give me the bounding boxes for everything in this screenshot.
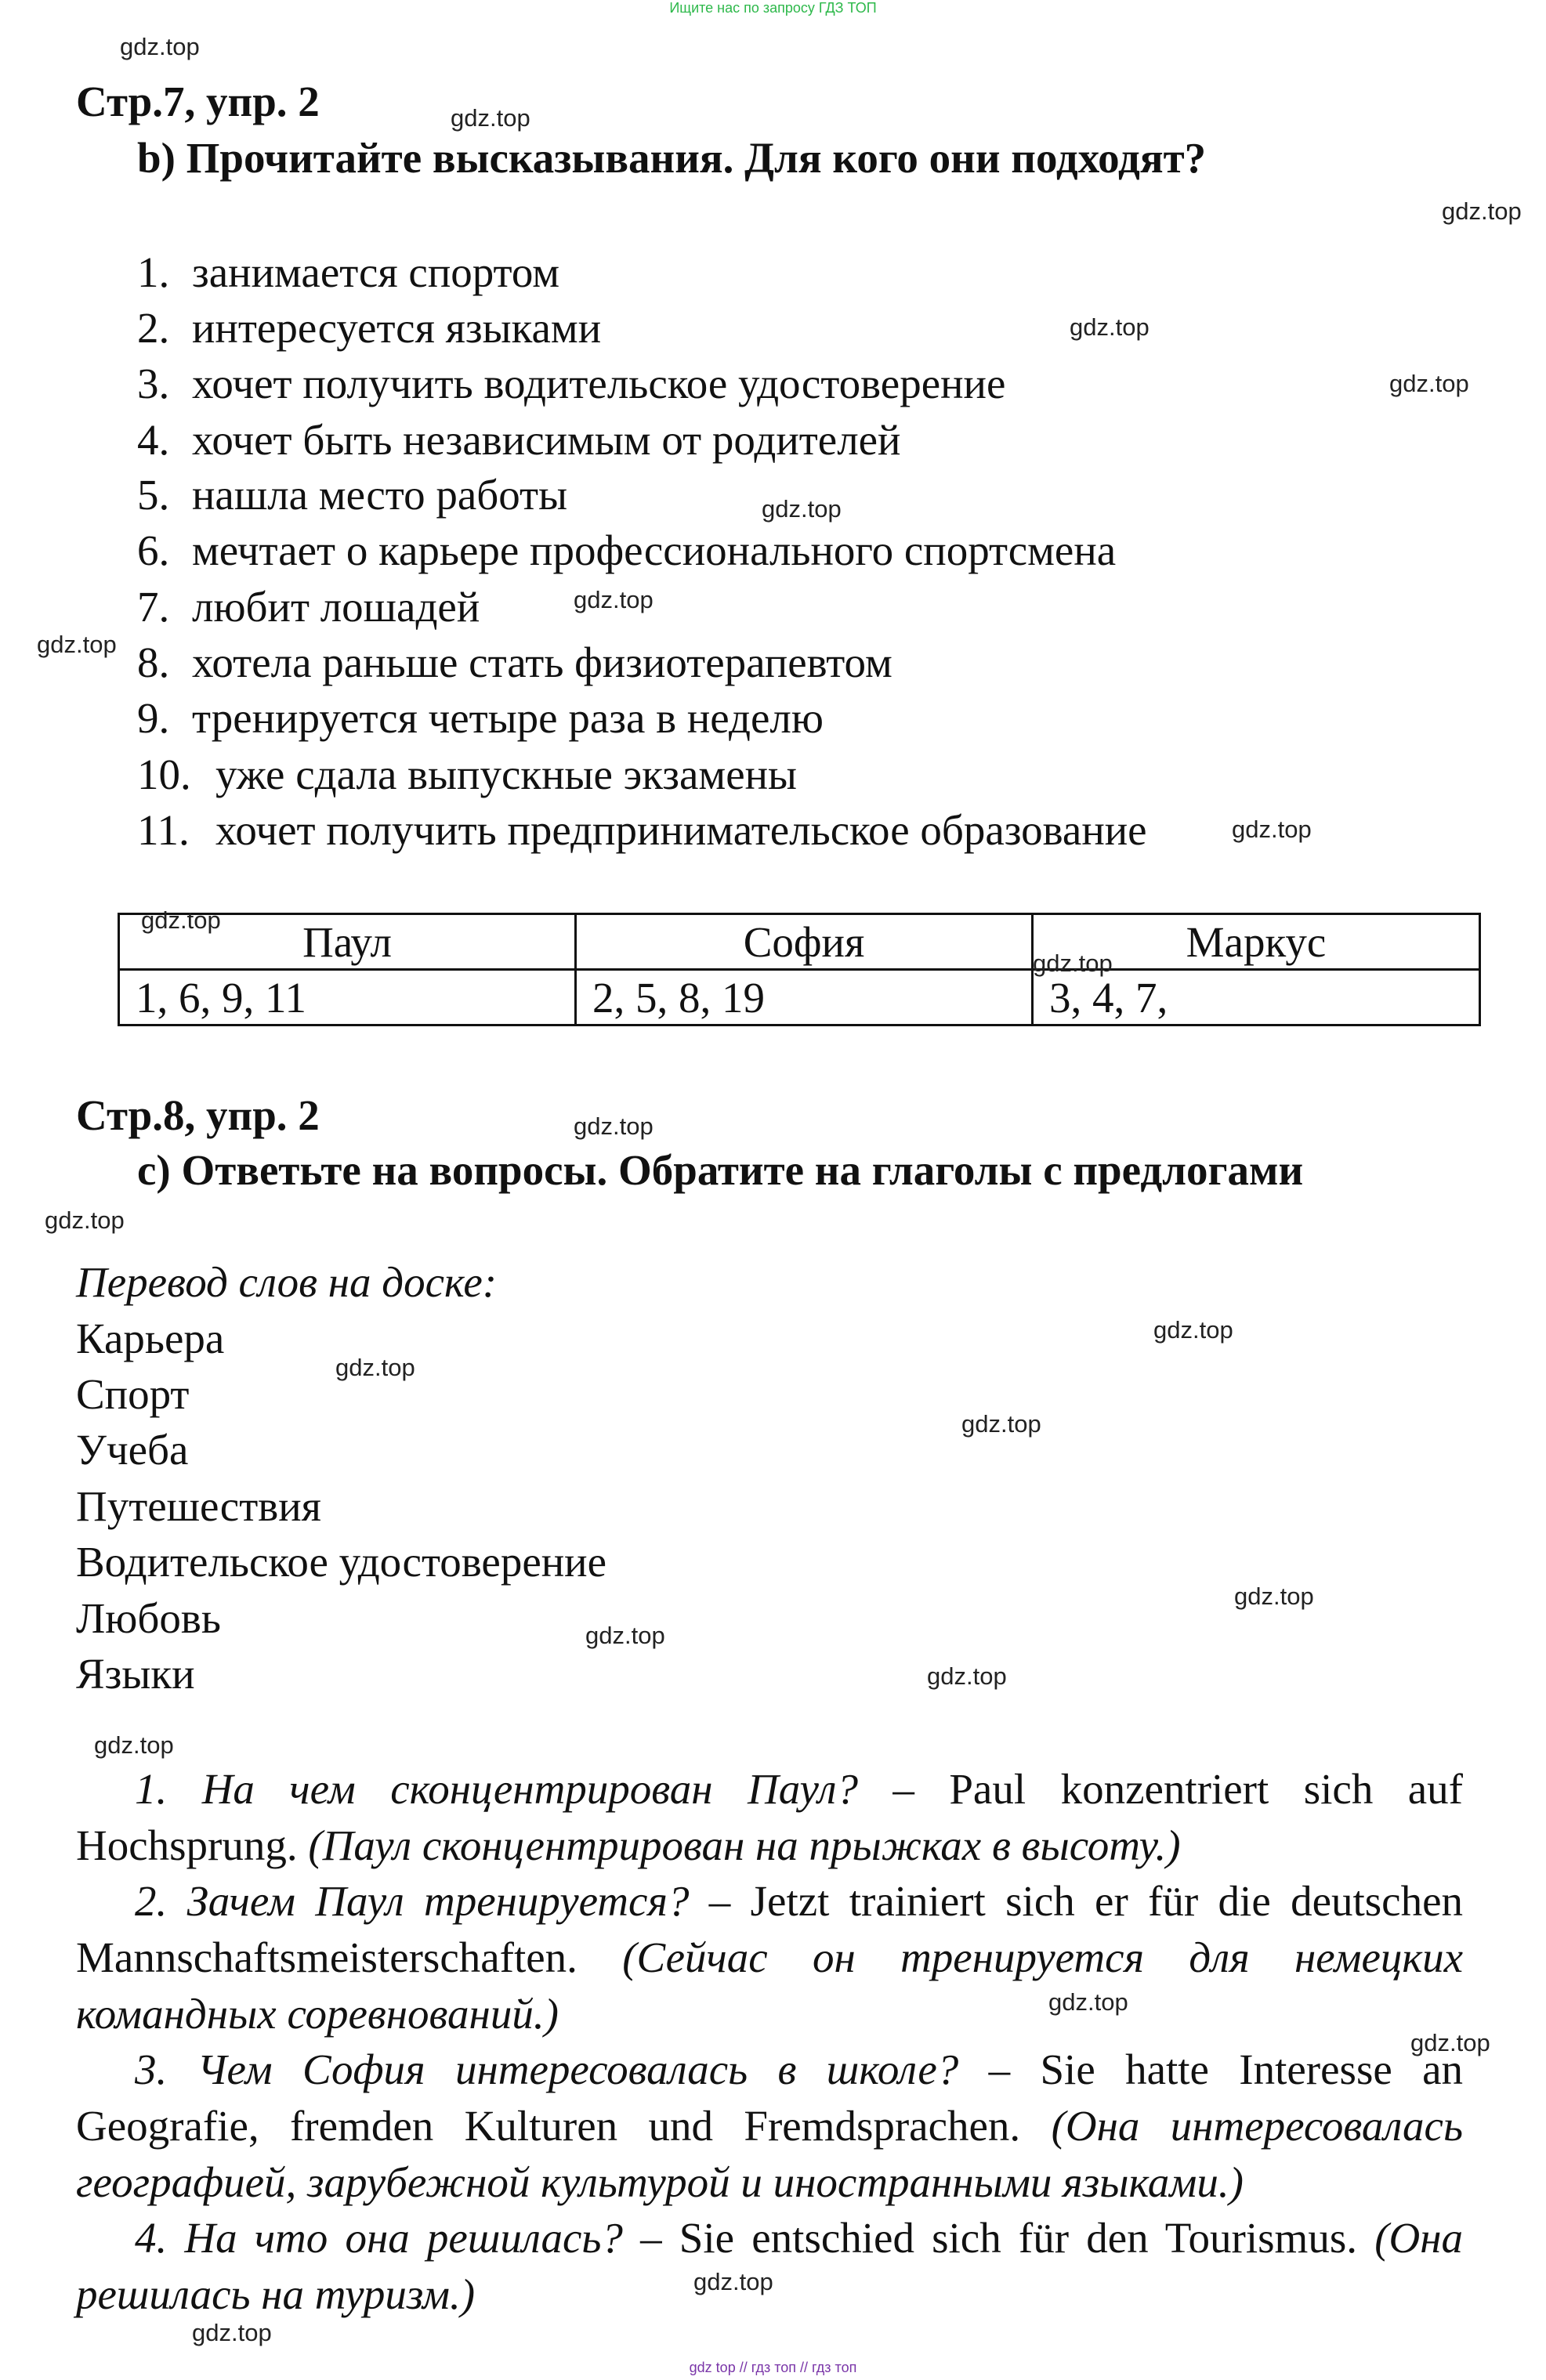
watermark: gdz.top (1410, 2029, 1490, 2056)
board-title: Перевод слов на доске: (76, 1258, 498, 1306)
board-word: Любовь (76, 1594, 221, 1642)
list-item: 1. занимается спортом (137, 248, 560, 296)
watermark: gdz.top (961, 1410, 1041, 1438)
watermark: gdz.top (574, 586, 654, 613)
watermark: gdz.top (94, 1731, 174, 1759)
answer-table (118, 913, 1481, 1026)
watermark: gdz.top (45, 1206, 125, 1234)
watermark: gdz.top (1232, 816, 1312, 843)
board-word: Водительское удостоверение (76, 1538, 607, 1586)
table-row (119, 970, 1480, 1025)
section2-task: c) Ответьте на вопросы. Обратите на глаголы с предлогами (137, 1146, 1304, 1194)
watermark: gdz.top (1234, 1582, 1314, 1610)
watermark: gdz.top (1153, 1316, 1233, 1344)
bottom-note: gdz top // гдз топ // гдз топ (689, 2360, 857, 2375)
table-cell: 1, 6, 9, 11 (119, 970, 576, 1025)
section1-task: b) Прочитайте высказывания. Для кого они подходят? (137, 134, 1207, 182)
table-cell: 3, 4, 7, (1033, 970, 1480, 1025)
watermark: gdz.top (1442, 197, 1522, 225)
table-cell: 2, 5, 8, 19 (576, 970, 1033, 1025)
watermark: gdz.top (120, 33, 200, 60)
watermark: gdz.top (1070, 313, 1150, 341)
board-word: Спорт (76, 1370, 190, 1418)
table-header-cell: София (576, 914, 1033, 970)
watermark: gdz.top (1048, 1988, 1128, 2016)
watermark: gdz.top (585, 1622, 665, 1649)
watermark: gdz.top (335, 1354, 415, 1381)
watermark: gdz.top (141, 906, 221, 934)
list-item: 9. тренируется четыре раза в неделю (137, 694, 824, 742)
board-word: Путешествия (76, 1482, 321, 1530)
qa-paragraph: 2. Зачем Паул тренируется? – Jetzt trainiert sich er für die deutschen Mannschaftsmeisterschaften. (Сейчас он тренируется для немецких командных соревнований.) (76, 1877, 1464, 2038)
watermark: gdz.top (693, 2268, 773, 2295)
section2-heading: Стр.8, упр. 2 (76, 1091, 320, 1139)
list-item: 8. хотела раньше стать физиотерапевтом (137, 638, 892, 686)
qa-paragraph: 1. На чем сконцентрирован Паул? – Paul konzentriert sich auf Hochsprung. (Паул сконцентрирован на прыжках в высоту.) (76, 1765, 1463, 1869)
watermark: gdz.top (1033, 949, 1113, 977)
list-item: 2. интересуется языками (137, 304, 602, 352)
watermark: gdz.top (451, 104, 530, 132)
table-header-cell: Маркус (1033, 914, 1480, 970)
board-word: Учеба (76, 1426, 189, 1474)
list-item: 5. нашла место работы (137, 471, 568, 519)
qa-paragraph: 3. Чем София интересовалась в школе? – Sie hatte Interesse an Geografie, fremden Kulturen und Fremdsprachen. (Она интересовалась географией, зарубежной культурой и иностранными языками.) (76, 2045, 1464, 2206)
list-item: 3. хочет получить водительское удостоверение (137, 360, 1006, 407)
watermark: gdz.top (1389, 370, 1469, 397)
watermark: gdz.top (927, 1662, 1007, 1690)
table-header-cell: Паул (119, 914, 576, 970)
list-item: 11. хочет получить предпринимательское образование (137, 806, 1147, 854)
top-search-note: Ищите нас по запросу ГДЗ ТОП (669, 0, 877, 16)
list-item: 7. любит лошадей (137, 583, 480, 631)
qa-paragraph: 4. На что она решилась? – Sie entschied sich für den Tourismus. (Она решилась на туризм.) (76, 2214, 1464, 2318)
list-item: 6. мечтает о карьере профессионального спортсмена (137, 526, 1117, 574)
watermark: gdz.top (574, 1112, 654, 1140)
watermark: gdz.top (762, 495, 842, 523)
board-word: Языки (76, 1650, 195, 1698)
list-item: 10. уже сдала выпускные экзамены (137, 751, 797, 798)
section1-heading: Стр.7, упр. 2 (76, 78, 320, 125)
table-header-row (119, 914, 1480, 970)
watermark: gdz.top (192, 2319, 272, 2346)
list-item: 4. хочет быть независимым от родителей (137, 416, 901, 464)
board-word: Карьера (76, 1315, 225, 1362)
watermark: gdz.top (37, 631, 117, 658)
